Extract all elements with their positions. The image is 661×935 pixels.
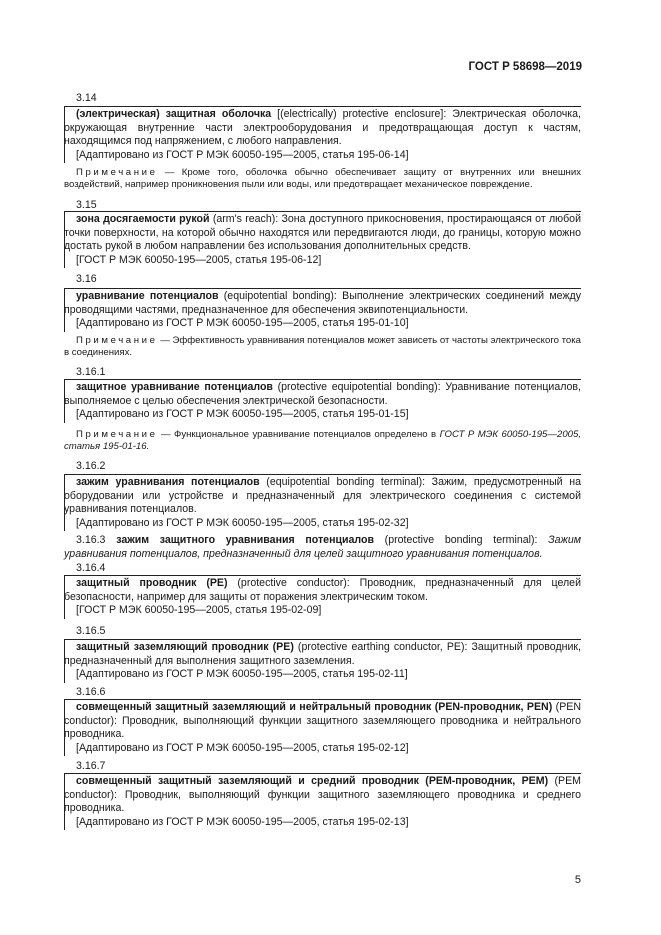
source-reference: [Адаптировано из ГОСТ Р МЭК 60050-195—2005, статья 195-02-32] xyxy=(76,516,409,529)
term-entry xyxy=(64,474,581,531)
page-number: 5 xyxy=(574,874,581,886)
note-text: — Эффективность уравнивания потенциалов может зависеть от частоты электрического тока в соединениях. xyxy=(64,335,581,359)
term-entry xyxy=(64,575,581,619)
note xyxy=(64,167,581,191)
note-text: — Функциональное уравнивание потенциалов определено в xyxy=(157,429,440,440)
term: совмещенный защитный заземляющий и средний проводник (PEM-проводник, PEM) xyxy=(76,775,549,787)
definition: (protective bonding terminal): xyxy=(373,534,549,546)
source-reference: [Адаптировано из ГОСТ Р МЭК 60050-195—2005, статья 195-02-11] xyxy=(76,668,408,681)
term: зона досягаемости рукой xyxy=(76,213,210,225)
document-header: ГОСТ Р 58698—2019 xyxy=(468,61,582,73)
source-reference: [Адаптировано из ГОСТ Р МЭК 60050-195—2005, статья 195-06-14] xyxy=(76,148,409,161)
term-entry xyxy=(64,211,581,268)
entry-number: 3.16.4 xyxy=(76,562,106,574)
note-text: — Кроме того, оболочка обычно обеспечивает защиту от внутренних или внешних воздействий, например проникновения пыли или воды, или предотвращает механическое повреждение. xyxy=(64,167,581,191)
term: зажим защитного уравнивания потенциалов xyxy=(116,534,374,546)
entry-number: 3.14 xyxy=(76,92,97,104)
term-entry xyxy=(64,639,581,683)
term: защитный проводник (PE) xyxy=(76,577,228,589)
definition: (protective equipotential bonding): Уравнивание потенциалов, выполняемое с целью обеспечения электрической безопасности. xyxy=(64,381,581,407)
definition: (protective conductor): Проводник, предназначенный для целей безопасности, например для защиты от поражения электрическим током. xyxy=(64,577,581,603)
definition: (PEN conductor): Проводник, выполняющий функции защитного заземляющего проводника и нейтрального проводника. xyxy=(64,701,581,741)
term-entry xyxy=(64,379,581,423)
term: защитный заземляющий проводник (PE) xyxy=(76,641,294,653)
definition: [(electrically) protective enclosure]: Электрическая оболочка, окружающая внутренние части электрооборудования и предотвращающая доступ к частям, находящимся под напряжением, с любого направления. xyxy=(64,108,581,148)
note xyxy=(64,429,581,453)
definition: (protective earthing conductor, PE): Защитный проводник, предназначенный для выполнения защитного заземления. xyxy=(64,641,581,667)
definition-italic: Зажим уравнивания потенциалов, предназначенный для целей защитного уравнивания потенциалов. xyxy=(64,534,581,560)
term: совмещенный защитный заземляющий и нейтральный проводник (PEN-проводник, PEN) xyxy=(76,701,553,713)
term: уравнивание потенциалов xyxy=(76,290,219,302)
entry-number: 3.16.7 xyxy=(76,760,106,772)
term-entry xyxy=(64,699,581,756)
entry-number: 3.16.6 xyxy=(76,686,106,698)
definition: (equipotential bonding): Выполнение электрических соединений между проводящими частями, предназначенное для обеспечения эквипотенциальности. xyxy=(64,290,582,316)
term: защитное уравнивание потенциалов xyxy=(76,381,273,393)
source-reference: [Адаптировано из ГОСТ Р МЭК 60050-195—2005, статья 195-02-12] xyxy=(76,741,409,754)
term-entry xyxy=(64,288,581,332)
entry-number: 3.16.1 xyxy=(76,366,106,378)
term-entry xyxy=(64,773,581,830)
note-label: Примечание xyxy=(76,167,158,178)
term: (электрическая) защитная оболочка xyxy=(76,108,272,120)
source-reference: [Адаптировано из ГОСТ Р МЭК 60050-195—2005, статья 195-02-13] xyxy=(76,815,409,828)
definition: (equipotential bonding terminal): Зажим, предусмотренный на оборудовании или устройстве и предназначенный для электрического соединения с системой уравнивания потенциалов. xyxy=(64,476,581,516)
entry-number: 3.15 xyxy=(76,199,97,211)
definition: (arm's reach): Зона доступного прикосновения, простирающаяся от любой точки поверхности, на которой обычно находятся или передвигаются люди, до границы, которую можно достать рукой в любом направлении без использования дополнительных средств. xyxy=(64,213,581,253)
note-reference: ГОСТ Р МЭК 60050-195—2005, статья 195-01-16. xyxy=(64,429,581,453)
source-reference: [Адаптировано из ГОСТ Р МЭК 60050-195—2005, статья 195-01-10] xyxy=(76,317,409,330)
source-reference: [ГОСТ Р МЭК 60050-195—2005, статья 195-02-09] xyxy=(76,604,322,617)
note xyxy=(64,335,581,359)
entry-number: 3.16.5 xyxy=(76,625,106,637)
entry-number: 3.16.3 xyxy=(76,534,106,546)
term-entry xyxy=(64,106,581,163)
source-reference: [ГОСТ Р МЭК 60050-195—2005, статья 195-06-12] xyxy=(76,253,322,266)
term-entry-inline xyxy=(64,534,581,561)
definition: (PEM conductor): Проводник, выполняющий функции защитного заземляющего проводника и среднего проводника. xyxy=(64,775,581,815)
source-reference: [Адаптировано из ГОСТ Р МЭК 60050-195—2005, статья 195-01-15] xyxy=(76,408,409,421)
note-label: Примечание xyxy=(76,335,158,346)
term: зажим уравнивания потенциалов xyxy=(76,476,260,488)
entry-number: 3.16.2 xyxy=(76,460,106,472)
note-label: Примечание xyxy=(76,429,158,440)
entry-number: 3.16 xyxy=(76,273,97,285)
